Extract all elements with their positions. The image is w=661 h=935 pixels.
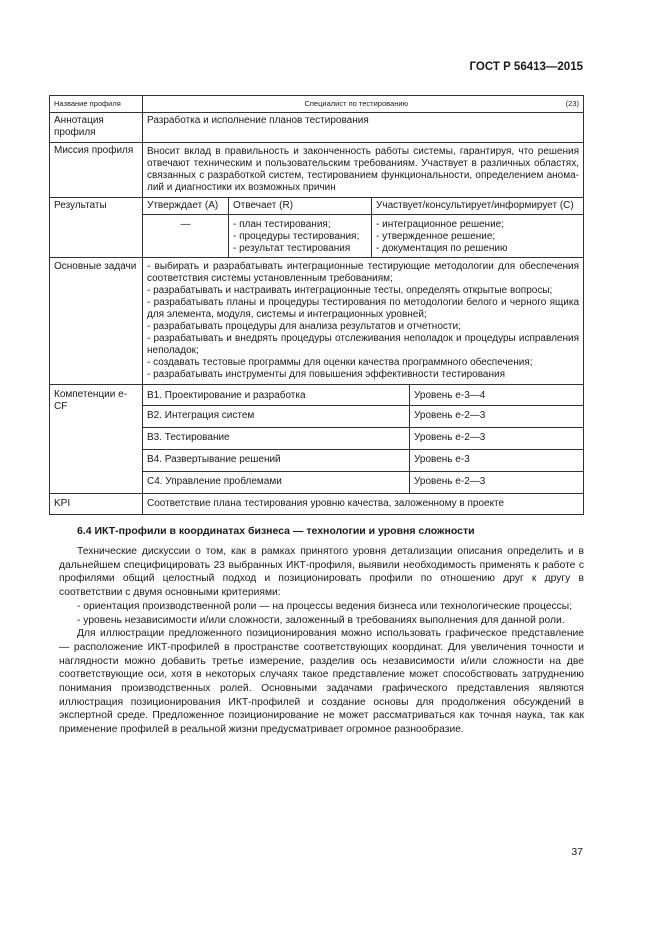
annotation-label: Аннотация профиля bbox=[50, 113, 143, 143]
tasks-label: Основные задачи bbox=[50, 258, 143, 385]
annotation-text: Разработка и исполнение планов тестирования bbox=[143, 113, 584, 143]
profile-name-label: Название профиля bbox=[50, 96, 143, 113]
kpi-row bbox=[50, 494, 584, 515]
mission-label: Миссия профиля bbox=[50, 143, 143, 198]
section-body bbox=[59, 545, 584, 737]
document-code: ГОСТ Р 56413—2015 bbox=[469, 61, 583, 73]
list-item: - создавать тестовые программы для оценки качества программного обеспечения; bbox=[147, 357, 533, 368]
competence-level: Уровень е-2—3 bbox=[409, 406, 489, 427]
competence-name: B2. Интеграция систем bbox=[147, 410, 255, 421]
kpi-text: Соответствие плана тестирования уровню качества, заложенному в проекте bbox=[143, 494, 584, 515]
paragraph: Технические дискуссии о том, как в рамках принятого уровня детализации описания определить и в дальнейшем специфицировать 23 выбранных ИКТ-профиля, выявили необходимость применять к работе с профилями общий целостный подход и позиционировать профили по отношению друг к другу в соответствии с двумя основными критериями: bbox=[59, 546, 584, 599]
mission-row bbox=[50, 143, 584, 198]
competence-level: Уровень е-2—3 bbox=[409, 472, 489, 493]
results-col-approves: Утверждает (А) bbox=[147, 200, 219, 211]
profile-title-cell bbox=[143, 96, 584, 113]
kpi-label: KPI bbox=[50, 494, 143, 515]
list-item: - разрабатывать планы и процедуры тестирования по методологии белого и черного ящика для элемента, модуля, системы и интеграционных уровней; bbox=[147, 297, 579, 320]
competence-name: B1. Проектирование и разработка bbox=[147, 390, 306, 401]
list-item: - документация по решению bbox=[376, 243, 508, 254]
list-item: - результат тестирования bbox=[233, 243, 351, 254]
competence-level: Уровень е-3 bbox=[409, 450, 474, 471]
list-item: - интеграционное решение; bbox=[376, 219, 504, 230]
competence-name: B4. Развертывание решений bbox=[147, 454, 281, 465]
profile-table bbox=[49, 95, 584, 515]
results-col-responsible: Отвечает (R) bbox=[228, 198, 371, 214]
results-header-row bbox=[50, 198, 584, 215]
competence-name: B3. Тестирование bbox=[147, 432, 230, 443]
page-number: 37 bbox=[571, 846, 583, 858]
profile-number: (23) bbox=[565, 99, 579, 108]
results-approves-value: — bbox=[180, 219, 191, 230]
competence-level: Уровень е-2—3 bbox=[409, 428, 489, 449]
results-consults-list bbox=[371, 215, 583, 257]
list-item: - процедуры тестирования; bbox=[233, 231, 360, 242]
list-item: - план тестирования; bbox=[233, 219, 331, 230]
list-item: - разрабатывать инструменты для повышения эффективности тестирования bbox=[147, 369, 506, 380]
section-heading: 6.4 ИКТ-профили в координатах бизнеса — технологии и уровня сложности bbox=[77, 525, 475, 537]
results-responsible-list bbox=[228, 215, 371, 257]
list-item: - разрабатывать и внедрять процедуры отслеживания неполадок и процедуры исправления неполадок; bbox=[147, 333, 579, 356]
tasks-list bbox=[143, 258, 584, 385]
competence-name: C4. Управление проблемами bbox=[147, 476, 282, 487]
list-item: - утвержденное решение; bbox=[376, 231, 496, 242]
mission-text: Вносит вклад в правильность и законченность работы системы, гарантируя, что решения отвечают техническим и пользовательским требованиям. Участвует в различных областях, связанных с разработкой систем, тестированием функциональности, определением аномалий и диагностики их возможных причин bbox=[143, 143, 584, 198]
competence-row bbox=[50, 385, 584, 406]
table-header-row bbox=[50, 96, 584, 113]
annotation-row bbox=[50, 113, 584, 143]
list-item: - разрабатывать и настраивать интеграционные тесты, определять открытые вопросы; bbox=[147, 285, 553, 296]
paragraph: - уровень независимости и/или сложности, заложенный в требованиях выполнения для данной роли. bbox=[77, 614, 565, 626]
competence-level: Уровень е-3—4 bbox=[409, 385, 489, 405]
paragraph: Для иллюстрации предложенного позиционирования можно использовать графическое представление — расположение ИКТ-профилей в пространстве соответствующих координат. Для увеличения точности и наглядности можно добавить третье измерение, разделив ось независимости и/или сложности на две соответствующие оси, хотя в некоторых случаях такое представление может способствовать затруднению понимания производственных ролей. Основными задачами графического представления являются иллюстрация позиционирования ИКТ-профилей и создание основы для продолжения обсуждений в экспертной среде. Предложенное позиционирование не может рассматриваться как точная наука, так как применение профилей в реальной жизни предусматривает огромное разнообразие. bbox=[59, 628, 584, 736]
list-item: - разрабатывать процедуры для анализа результатов и отчетности; bbox=[147, 321, 461, 332]
profile-title: Специалист по тестированию bbox=[304, 99, 409, 108]
results-label: Результаты bbox=[50, 198, 143, 258]
paragraph: - ориентация производственной роли — на процессы ведения бизнеса или технологические процессы; bbox=[77, 600, 573, 612]
list-item: - выбирать и разрабатывать интеграционные тестирующие методологии для обеспечения соответствия системы установленным требованиям; bbox=[147, 261, 579, 284]
tasks-row bbox=[50, 258, 584, 385]
competences-label: Компетенции e-CF bbox=[50, 385, 143, 494]
results-col-consults: Участвует/консультирует/информирует (С) bbox=[371, 198, 583, 214]
